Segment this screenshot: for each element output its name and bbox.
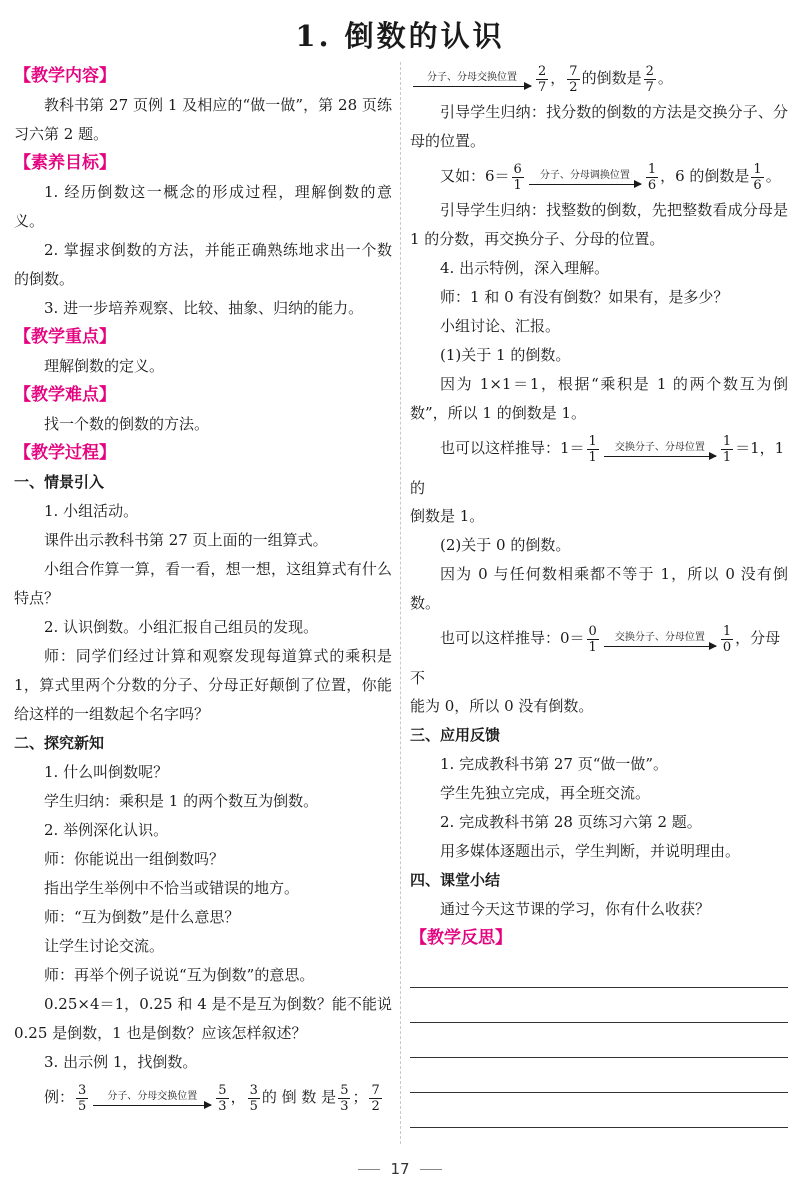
- paragraph: 师：再举个例子说说“互为倒数”的意思。: [44, 966, 315, 984]
- writing-line[interactable]: [410, 953, 788, 988]
- fraction: $\frac{2}{7}$: [538, 63, 547, 95]
- goal-1: 1. 经历倒数这一概念的形成过程，理解倒数的意义。: [14, 183, 392, 230]
- paragraph: 因为 1×1＝1，根据“乘积是 1 的两个数互为倒数”，所以 1 的倒数是 1。: [410, 375, 788, 422]
- content-text: 教科书第 27 页例 1 及相应的“做一做”，第 28 页练习六第 2 题。: [14, 96, 392, 143]
- arrow-transform: 交换分子、分母位置: [604, 442, 716, 457]
- key-text: 理解倒数的定义。: [44, 357, 165, 375]
- paragraph: 2. 举例深化认识。: [44, 821, 169, 839]
- goal-3: 3. 进一步培养观察、比较、抽象、归纳的能力。: [44, 299, 364, 317]
- section-heading-difficulty: 【教学难点】: [14, 385, 116, 405]
- fraction: $\frac{0}{1}$: [588, 623, 597, 655]
- paragraph: (2)关于 0 的倒数。: [440, 536, 571, 554]
- page-title: 1. 倒数的认识: [295, 19, 505, 53]
- column-divider: [400, 62, 401, 1144]
- section-heading-key: 【教学重点】: [14, 327, 116, 347]
- left-column: [14, 62, 392, 1117]
- fraction: $\frac{3}{5}$: [249, 1082, 258, 1114]
- paragraph: 学生归纳：乘积是 1 的两个数互为倒数。: [44, 792, 319, 810]
- fraction: $\frac{3}{5}$: [78, 1082, 87, 1114]
- fraction: $\frac{5}{3}$: [340, 1082, 349, 1114]
- fraction: $\frac{1}{1}$: [588, 433, 597, 465]
- paragraph: 用多媒体逐题出示，学生判断，并说明理由。: [440, 842, 741, 860]
- section-heading-reflection: 【教学反思】: [410, 928, 512, 948]
- paragraph: 让学生讨论交流。: [44, 937, 165, 955]
- subsection-summary: 四、课堂小结: [410, 871, 501, 889]
- formula-1: 分子、分母交换位置 $\frac{2}{7}$ ， $\frac{7}{2}$ 的倒数是 $\frac{2}{7}$ 。: [410, 58, 788, 98]
- writing-line[interactable]: [410, 1093, 788, 1128]
- paragraph: 4. 出示特例，深入理解。: [440, 259, 610, 277]
- fraction: $\frac{7}{2}$: [371, 1082, 380, 1114]
- subsection-apply: 三、应用反馈: [410, 726, 501, 744]
- writing-line[interactable]: [410, 1058, 788, 1093]
- paragraph: 1. 小组活动。: [44, 502, 139, 520]
- formula-3: 也可以这样推导：1＝ $\frac{1}{1}$ 交换分子、分母位置 $\frac{1}{1}$ ＝1，1 的: [410, 433, 785, 497]
- paragraph: 能为 0，所以 0 没有倒数。: [410, 697, 594, 715]
- fraction: $\frac{7}{2}$: [569, 63, 578, 95]
- paragraph: 2. 完成教科书第 28 页练习六第 2 题。: [440, 813, 702, 831]
- fraction: $\frac{1}{6}$: [753, 161, 762, 193]
- section-heading-goals: 【素养目标】: [14, 153, 116, 173]
- paragraph: (1)关于 1 的倒数。: [440, 346, 571, 364]
- paragraph: 0.25×4＝1，0.25 和 4 是不是互为倒数？能不能说 0.25 是倒数，1 也是倒数？应该怎样叙述？: [14, 995, 392, 1042]
- arrow-transform: 分子、分母调换位置: [529, 170, 641, 185]
- right-column: [410, 58, 788, 1128]
- arrow-transform: 交换分子、分母位置: [604, 632, 716, 647]
- example-formula: 例： $\frac{3}{5}$ 分子、分母交换位置 $\frac{5}{3}$ ， $\frac{3}{5}$ 的 倒 数 是 $\frac{5}{3}$ ； $\frac{7}{2}$: [44, 1082, 380, 1114]
- formula-4: 也可以这样推导：0＝ $\frac{0}{1}$ 交换分子、分母位置 $\frac{1}{0}$ ，分母不: [410, 623, 781, 687]
- writing-line[interactable]: [410, 988, 788, 1023]
- page-number: 17: [0, 1160, 800, 1178]
- paragraph: 学生先独立完成，再全班交流。: [440, 784, 651, 802]
- fraction: $\frac{1}{1}$: [722, 433, 732, 465]
- section-heading-process: 【教学过程】: [14, 443, 116, 463]
- paragraph: 师：同学们经过计算和观察发现每道算式的乘积是 1，算式里两个分数的分子、分母正好颠倒了位置，你能给这样的一组数起个名字吗？: [14, 647, 392, 723]
- paragraph: 3. 出示例 1，找倒数。: [44, 1053, 198, 1071]
- formula-2: 又如：6＝ $\frac{6}{1}$ 分子、分母调换位置 $\frac{1}{6}$ ，6 的倒数是 $\frac{1}{6}$ 。: [440, 161, 781, 193]
- fraction: $\frac{2}{7}$: [645, 63, 654, 95]
- paragraph: 因为 0 与任何数相乘都不等于 1，所以 0 没有倒数。: [410, 565, 788, 612]
- paragraph: 小组合作算一算，看一看，想一想，这组算式有什么特点？: [14, 560, 392, 607]
- paragraph: 课件出示教科书第 27 页上面的一组算式。: [44, 531, 328, 549]
- section-heading-content: 【教学内容】: [14, 66, 116, 86]
- goal-2: 2. 掌握求倒数的方法，并能正确熟练地求出一个数的倒数。: [14, 241, 392, 288]
- fraction: $\frac{1}{6}$: [647, 161, 657, 193]
- paragraph: 1. 完成教科书第 27 页“做一做”。: [440, 755, 669, 773]
- arrow-transform: 分子、分母交换位置: [413, 72, 531, 87]
- writing-line[interactable]: [410, 1023, 788, 1058]
- paragraph: 引导学生归纳：找分数的倒数的方法是交换分子、分母的位置。: [410, 103, 788, 150]
- fraction: $\frac{6}{1}$: [513, 161, 522, 193]
- paragraph: 指出学生举例中不恰当或错误的地方。: [44, 879, 300, 897]
- example-prefix: 例：: [44, 1088, 75, 1106]
- fraction: $\frac{5}{3}$: [218, 1082, 227, 1114]
- subsection-intro: 一、情景引入: [14, 473, 105, 491]
- paragraph: 师：“互为倒数”是什么意思？: [44, 908, 240, 926]
- reflection-lines: [410, 953, 788, 1128]
- paragraph: 2. 认识倒数。小组汇报自己组员的发现。: [44, 618, 319, 636]
- fraction: $\frac{1}{0}$: [722, 623, 732, 655]
- paragraph: 倒数是 1。: [410, 507, 485, 525]
- difficulty-text: 找一个数的倒数的方法。: [44, 415, 210, 433]
- paragraph: 小组讨论、汇报。: [440, 317, 561, 335]
- paragraph: 通过今天这节课的学习，你有什么收获？: [440, 900, 711, 918]
- paragraph: 1. 什么叫倒数呢？: [44, 763, 169, 781]
- paragraph: 师：你能说出一组倒数吗？: [44, 850, 225, 868]
- paragraph: 引导学生归纳：找整数的倒数，先把整数看成分母是 1 的分数，再交换分子、分母的位置。: [410, 201, 788, 248]
- arrow-transform: 分子、分母交换位置: [93, 1091, 211, 1106]
- paragraph: 师：1 和 0 有没有倒数？如果有，是多少？: [440, 288, 729, 306]
- subsection-explore: 二、探究新知: [14, 734, 105, 752]
